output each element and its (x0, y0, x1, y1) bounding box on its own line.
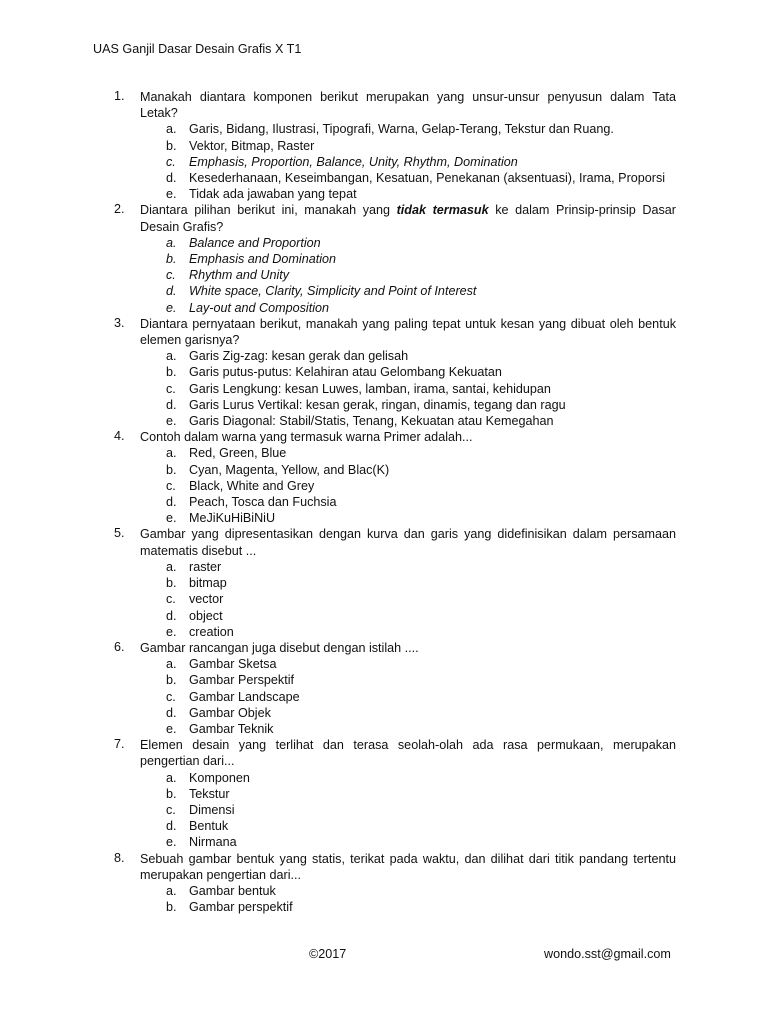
option-letter: d. (166, 284, 177, 299)
option-text: Red, Green, Blue (189, 446, 287, 461)
option-text: Kesederhanaan, Keseimbangan, Kesatuan, Penekanan (aksentuasi), Irama, Proporsi (189, 171, 666, 186)
option-text: Gambar Teknik (189, 721, 274, 736)
option-letter: e. (166, 624, 177, 639)
option-letter: a. (166, 657, 177, 672)
option-text: Gambar Objek (189, 705, 271, 720)
option-text: Rhythm and Unity (189, 268, 290, 283)
option-text: Garis putus-putus: Kelahiran atau Gelombang Kekuatan (189, 365, 502, 380)
option-letter: a. (166, 559, 177, 574)
option-text: Gambar Landscape (189, 689, 300, 704)
option-b (140, 138, 676, 154)
option-e (140, 413, 676, 429)
option-text: Dimensi (189, 802, 235, 817)
option-e (140, 624, 676, 640)
option-d (140, 397, 676, 413)
option-a (140, 121, 676, 137)
option-text: Gambar bentuk (189, 883, 276, 898)
option-text: Bentuk (189, 819, 229, 834)
question-1 (114, 89, 676, 202)
option-letter: e. (166, 300, 177, 315)
option-a (140, 770, 676, 786)
option-text: MeJiKuHiBiNiU (189, 511, 276, 526)
option-letter: a. (166, 349, 177, 364)
option-text: Tekstur (189, 786, 230, 801)
question-number: 5. (114, 526, 125, 541)
option-letter: b. (166, 576, 177, 591)
option-d (140, 283, 676, 299)
option-letter: c. (166, 381, 176, 396)
option-e (140, 186, 676, 202)
option-text: Garis, Bidang, Ilustrasi, Tipografi, Warna, Gelap-Terang, Tekstur dan Ruang. (189, 122, 614, 137)
option-letter: d. (166, 608, 177, 623)
option-letter: a. (166, 122, 177, 137)
option-d (140, 818, 676, 834)
footer-copyright-year: ©2017 (309, 947, 347, 961)
option-b (140, 251, 676, 267)
option-text: Vektor, Bitmap, Raster (189, 138, 315, 153)
question-text: Elemen desain yang terlihat dan terasa seolah-olah ada rasa permukaan, merupakan pengertian dari... (140, 738, 676, 769)
question-3 (114, 316, 676, 429)
option-b (140, 575, 676, 591)
option-letter: e. (166, 835, 177, 850)
option-text: Gambar Perspektif (189, 673, 294, 688)
question-number: 4. (114, 429, 125, 444)
question-2 (114, 202, 676, 315)
question-text: Gambar rancangan juga disebut dengan istilah .... (140, 640, 419, 655)
option-text: Nirmana (189, 835, 237, 850)
option-c (140, 591, 676, 607)
option-letter: c. (166, 154, 176, 169)
question-text: Gambar yang dipresentasikan dengan kurva dan garis yang didefinisikan dalam persamaan matematis disebut ... (140, 527, 676, 558)
option-text: Komponen (189, 770, 250, 785)
option-letter: b. (166, 900, 177, 915)
option-letter: d. (166, 495, 177, 510)
option-letter: b. (166, 365, 177, 380)
question-number: 2. (114, 202, 125, 217)
question-text-part: ke dalam Prinsip-prinsip Dasar Desain Grafis? (140, 203, 676, 234)
page-header-title: UAS Ganjil Dasar Desain Grafis X T1 (93, 42, 302, 56)
option-letter: d. (166, 397, 177, 412)
option-text: Tidak ada jawaban yang tepat (189, 187, 357, 202)
option-letter: c. (166, 689, 176, 704)
option-text: Emphasis and Domination (189, 252, 337, 267)
question-number: 6. (114, 639, 125, 654)
option-a (140, 235, 676, 251)
question-7 (114, 737, 676, 850)
option-letter: d. (166, 705, 177, 720)
option-b (140, 672, 676, 688)
option-text: creation (189, 624, 234, 639)
option-text: Gambar Sketsa (189, 657, 277, 672)
option-letter: e. (166, 721, 177, 736)
option-text: White space, Clarity, Simplicity and Point of Interest (189, 284, 477, 299)
option-c (140, 802, 676, 818)
option-d (140, 705, 676, 721)
question-number: 7. (114, 737, 125, 752)
question-8 (114, 851, 676, 916)
option-letter: c. (166, 268, 176, 283)
option-a (140, 348, 676, 364)
question-6 (114, 640, 676, 737)
question-text: Sebuah gambar bentuk yang statis, terikat pada waktu, dan dilihat dari titik pandang tertentu merupakan pengertian dari... (140, 851, 676, 882)
option-a (140, 559, 676, 575)
option-a (140, 883, 676, 899)
option-d (140, 170, 676, 186)
option-d (140, 494, 676, 510)
option-text: Lay-out and Composition (189, 300, 330, 315)
option-text: Garis Zig-zag: kesan gerak dan gelisah (189, 349, 409, 364)
option-letter: e. (166, 187, 177, 202)
question-text: Diantara pernyataan berikut, manakah yang paling tepat untuk kesan yang dibuat oleh bentuk elemen garisnya? (140, 316, 676, 348)
option-text: Garis Lurus Vertikal: kesan gerak, ringan, dinamis, tegang dan ragu (189, 397, 566, 412)
option-text: Emphasis, Proportion, Balance, Unity, Rhythm, Domination (189, 154, 518, 169)
option-e (140, 510, 676, 526)
option-e (140, 834, 676, 850)
question-4 (114, 429, 676, 526)
question-text: Manakah diantara komponen berikut merupakan yang unsur-unsur penyusun dalam Tata Letak? (140, 90, 676, 121)
option-e (140, 721, 676, 737)
question-number: 8. (114, 850, 125, 865)
option-c (140, 267, 676, 283)
option-letter: a. (166, 770, 177, 785)
question-list (114, 89, 676, 915)
option-text: Peach, Tosca dan Fuchsia (189, 495, 337, 510)
option-letter: b. (166, 138, 177, 153)
option-letter: e. (166, 414, 177, 429)
option-letter: a. (166, 883, 177, 898)
option-c (140, 154, 676, 170)
option-letter: c. (166, 592, 176, 607)
option-text: Garis Lengkung: kesan Luwes, lamban, irama, santai, kehidupan (189, 381, 551, 396)
option-text: raster (189, 559, 222, 574)
option-b (140, 786, 676, 802)
option-text: Balance and Proportion (189, 235, 321, 250)
option-c (140, 689, 676, 705)
option-letter: b. (166, 786, 177, 801)
question-text (140, 202, 676, 234)
option-text: vector (189, 592, 224, 607)
option-letter: c. (166, 478, 176, 493)
option-e (140, 300, 676, 316)
question-number: 1. (114, 89, 125, 103)
option-text: Cyan, Magenta, Yellow, and Blac(K) (189, 462, 390, 477)
question-number: 3. (114, 315, 125, 330)
option-b (140, 364, 676, 380)
question-5 (114, 526, 676, 639)
option-text: Gambar perspektif (189, 900, 293, 915)
option-b (140, 462, 676, 478)
question-text: Contoh dalam warna yang termasuk warna Primer adalah... (140, 430, 473, 445)
option-letter: b. (166, 462, 177, 477)
question-text-part: Diantara pilihan berikut ini, manakah yang (140, 203, 397, 218)
option-text: object (189, 608, 223, 623)
option-letter: a. (166, 446, 177, 461)
option-c (140, 381, 676, 397)
option-letter: b. (166, 252, 177, 267)
option-letter: a. (166, 235, 177, 250)
option-a (140, 656, 676, 672)
option-text: Garis Diagonal: Stabil/Statis, Tenang, Kekuatan atau Kemegahan (189, 414, 554, 429)
option-text: bitmap (189, 576, 227, 591)
option-a (140, 445, 676, 461)
option-d (140, 608, 676, 624)
option-letter: b. (166, 673, 177, 688)
option-b (140, 899, 676, 915)
option-letter: d. (166, 171, 177, 186)
footer-email: wondo.sst@gmail.com (544, 947, 671, 961)
option-letter: e. (166, 511, 177, 526)
option-letter: d. (166, 819, 177, 834)
option-text: Black, White and Grey (189, 478, 315, 493)
question-text-emphasis: tidak termasuk (396, 203, 489, 218)
option-letter: c. (166, 802, 176, 817)
option-c (140, 478, 676, 494)
